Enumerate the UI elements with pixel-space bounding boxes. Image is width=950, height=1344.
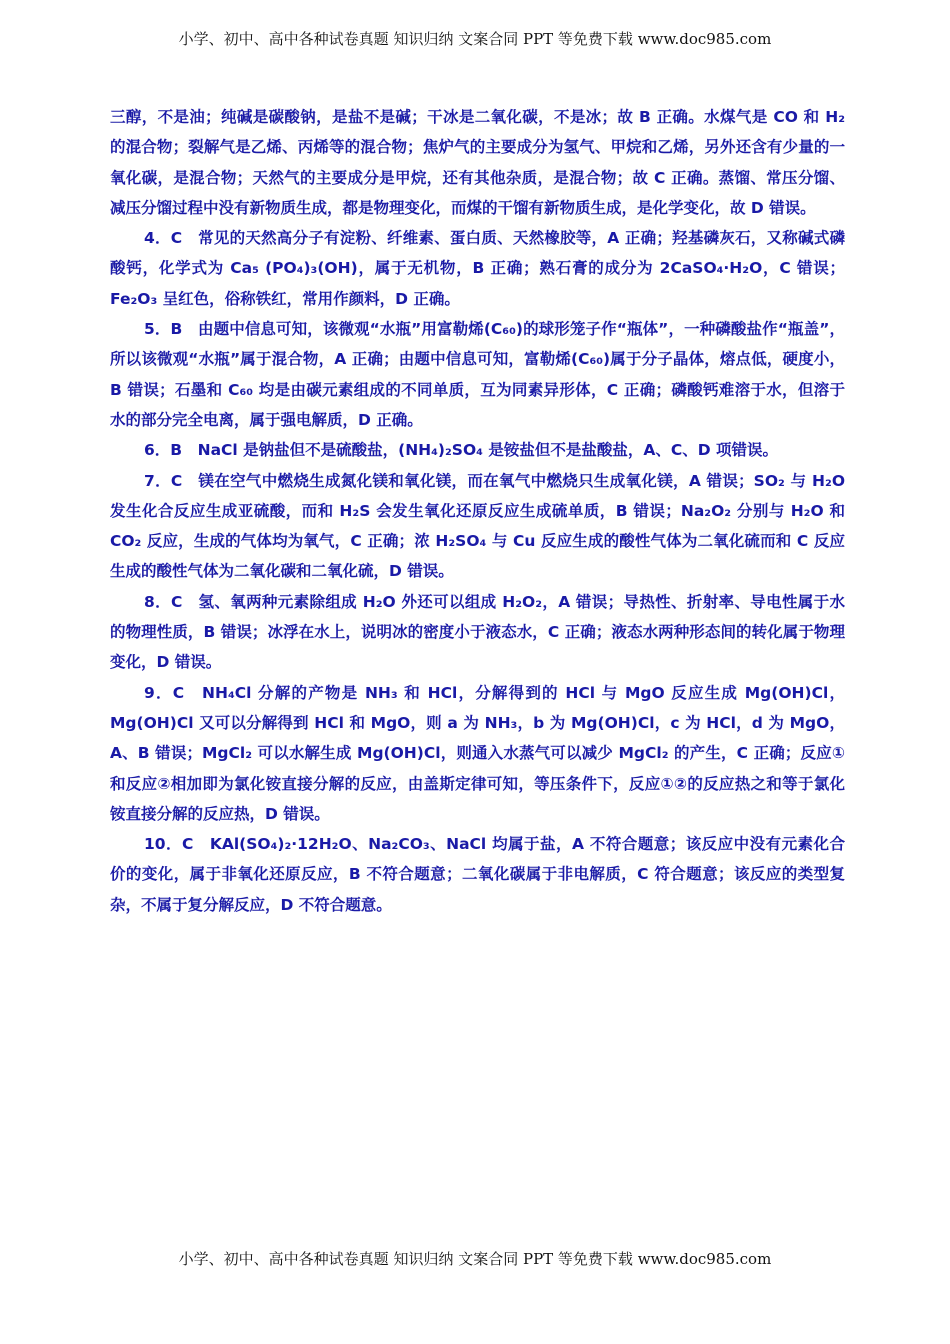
answer-8: 8．C 氢、氧两种元素除组成 H₂O 外还可以组成 H₂O₂，A 错误；导热性、折射率、导电性属于水的物理性质，B 错误；冰浮在水上，说明冰的密度小于液态水，C 正确；液态水两种形态间的转化属于物理变化，D 错误。 — [110, 592, 845, 672]
answer-6: 6．B NaCl 是钠盐但不是硫酸盐，(NH₄)₂SO₄ 是铵盐但不是盐酸盐，A、C、D 项错误。 — [144, 441, 778, 460]
paragraph-continued: 三醇，不是油；纯碱是碳酸钠，是盐不是碱；干冰是二氧化碳，不是冰；故 B 正确。水煤气是 CO 和 H₂ 的混合物；裂解气是乙烯、丙烯等的混合物；焦炉气的主要成分为氢气、甲烷和乙烯，另外还含有少量的一氧化碳，是混合物；天然气的主要成分是甲烷，还有其他杂质，是混合物；故 C 正确。蒸馏、常压分馏、减压分馏过程中没有新物质生成，都是物理变化，而煤的干馏有新物质生成，是化学变化，故 D 错误。 — [110, 108, 845, 217]
answer-9: 9．C NH₄Cl 分解的产物是 NH₃ 和 HCl，分解得到的 HCl 与 MgO 反应生成 Mg(OH)Cl，Mg(OH)Cl 又可以分解得到 HCl 和 MgO，则 a 为 NH₃，b 为 Mg(OH)Cl，c 为 HCl，d 为 MgO，A、B 错误；MgCl₂ 可以水解生成 Mg(OH)Cl，则通入水蒸气可以减少 MgCl₂ 的产生，C 正确；反应①和反应②相加即为氯化铵直接分解的反应，由盖斯定律可知，等压条件下，反应①②的反应热之和等于氯化铵直接分解的反应热，D 错误。 — [110, 683, 845, 823]
answer-4: 4．C 常见的天然高分子有淀粉、纤维素、蛋白质、天然橡胶等，A 正确；羟基磷灰石，又称碱式磷酸钙，化学式为 Ca₅ (PO₄)₃(OH)，属于无机物，B 正确；熟石膏的成分为 2CaSO₄·H₂O，C 错误；Fe₂O₃ 呈红色，俗称铁红，常用作颜料，D 正确。 — [110, 229, 845, 308]
answer-5: 5．B 由题中信息可知，该微观“水瓶”用富勒烯(C₆₀)的球形笼子作“瓶体”，一种磷酸盐作“瓶盖”，所以该微观“水瓶”属于混合物，A 正确；由题中信息可知，富勒烯(C₆₀)属于分子晶体，熔点低，硬度小，B 错误；石墨和 C₆₀ 均是由碳元素组成的不同单质，互为同素异形体，C 正确；磷酸钙难溶于水，但溶于水的部分完全电离，属于强电解质，D 正确。 — [110, 320, 845, 429]
page-footer: 小学、初中、高中各种试卷真题 知识归纳 文案合同 PPT 等免费下载 www.doc985.com — [178, 1250, 772, 1268]
answer-10: 10．C KAl(SO₄)₂·12H₂O、Na₂CO₃、NaCl 均属于盐，A 不符合题意；该反应中没有元素化合价的变化，属于非氧化还原反应，B 不符合题意；二氧化碳属于非电解质，C 符合题意；该反应的类型复杂，不属于复分解反应，D 不符合题意。 — [110, 835, 845, 914]
answer-7: 7．C 镁在空气中燃烧生成氮化镁和氧化镁，而在氧气中燃烧只生成氧化镁，A 错误；SO₂ 与 H₂O 发生化合反应生成亚硫酸，而和 H₂S 会发生氧化还原反应生成硫单质，B 错误；Na₂O₂ 分别与 H₂O 和 CO₂ 反应，生成的气体均为氧气，C 正确；浓 H₂SO₄ 与 Cu 反应生成的酸性气体为二氧化硫而和 C 反应生成的酸性气体为二氧化碳和二氧化硫，D 错误。 — [110, 471, 845, 581]
answer-explanations — [110, 102, 845, 920]
page-header: 小学、初中、高中各种试卷真题 知识归纳 文案合同 PPT 等免费下载 www.doc985.com — [178, 30, 772, 48]
